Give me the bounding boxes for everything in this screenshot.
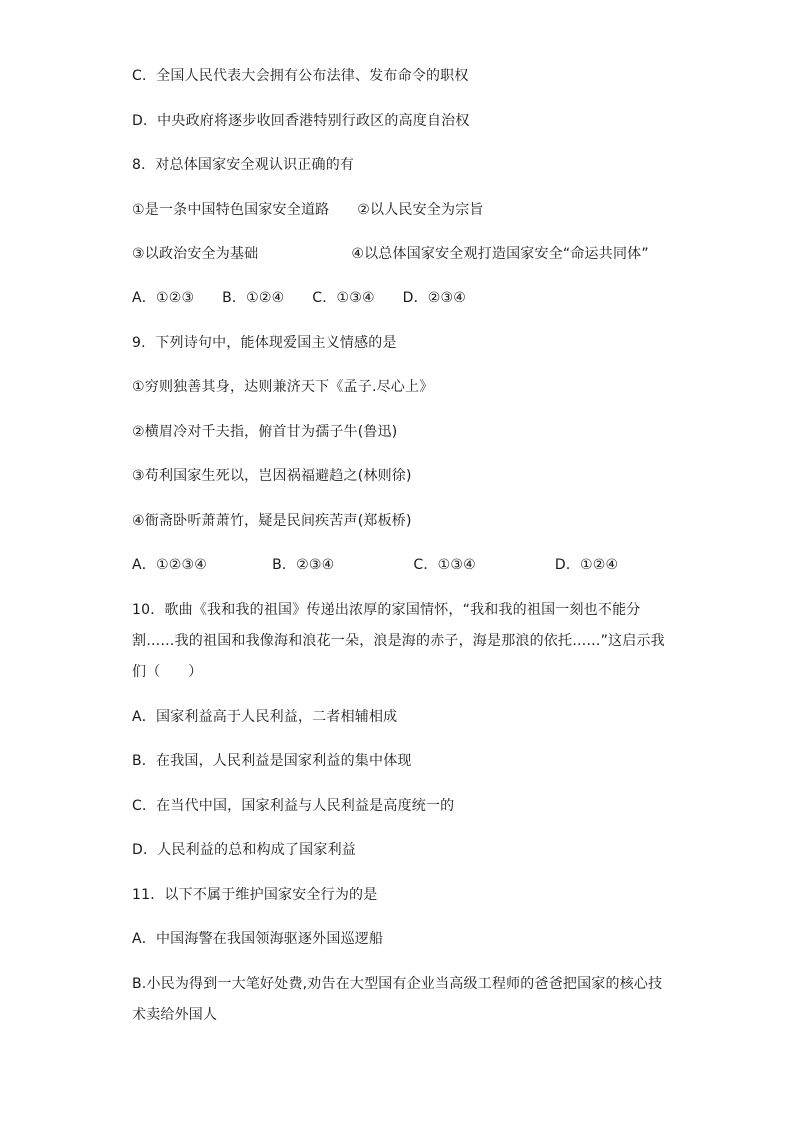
q10-option-d: D．人民利益的总和构成了国家利益	[132, 842, 356, 858]
q11-option-b-line-2: 术卖给外国人	[132, 1007, 218, 1023]
q9-item-3: ③苟利国家生死以，岂因祸福避趋之(林则徐)	[132, 468, 412, 484]
question-9-stem: 9．下列诗句中，能体现爱国主义情感的是	[132, 335, 397, 351]
q10-option-a: A．国家利益高于人民利益，二者相辅相成	[132, 709, 398, 725]
q9-item-1: ①穷则独善其身，达则兼济天下《孟子.尽心上》	[132, 379, 434, 395]
q10-option-c: C．在当代中国，国家利益与人民利益是高度统一的	[132, 798, 455, 814]
question-10-stem-2: 割……我的祖国和我像海和浪花一朵，浪是海的赤子，海是那浪的依托……”这启示我	[132, 633, 665, 649]
option-d-line: D．中央政府将逐步收回香港特别行政区的高度自治权	[132, 113, 470, 129]
question-10-stem-3: 们（ ）	[132, 664, 203, 680]
q10-option-b: B．在我国，人民利益是国家利益的集中体现	[132, 753, 412, 769]
q8-items-3-4: ③以政治安全为基础 ④以总体国家安全观打造国家安全“命运共同体”	[132, 246, 649, 262]
q11-option-b-line-1: B.小民为得到一大笔好处费,劝告在大型国有企业当高级工程师的爸爸把国家的核心技	[132, 976, 663, 992]
q11-option-a: A．中国海警在我国领海驱逐外国巡逻船	[132, 931, 384, 947]
question-10-stem-1: 10．歌曲《我和我的祖国》传递出浓厚的家国情怀，“我和我的祖国一刻也不能分	[132, 602, 641, 618]
question-11-stem: 11．以下不属于维护国家安全行为的是	[132, 887, 378, 903]
q8-items-1-2: ①是一条中国特色国家安全道路 ②以人民安全为宗旨	[132, 202, 484, 218]
q9-choices: A．①②③④ B．②③④ C．①③④ D．①②④	[132, 557, 619, 573]
option-c-line: C．全国人民代表大会拥有公布法律、发布命令的职权	[132, 68, 469, 84]
q9-item-2: ②横眉冷对千夫指，俯首甘为孺子牛(鲁迅)	[132, 424, 398, 440]
question-8-stem: 8．对总体国家安全观认识正确的有	[132, 157, 355, 173]
q9-item-4: ④衙斋卧听萧萧竹，疑是民间疾苦声(郑板桥)	[132, 513, 412, 529]
q8-choices: A．①②③ B．①②④ C．①③④ D．②③④	[132, 290, 467, 306]
